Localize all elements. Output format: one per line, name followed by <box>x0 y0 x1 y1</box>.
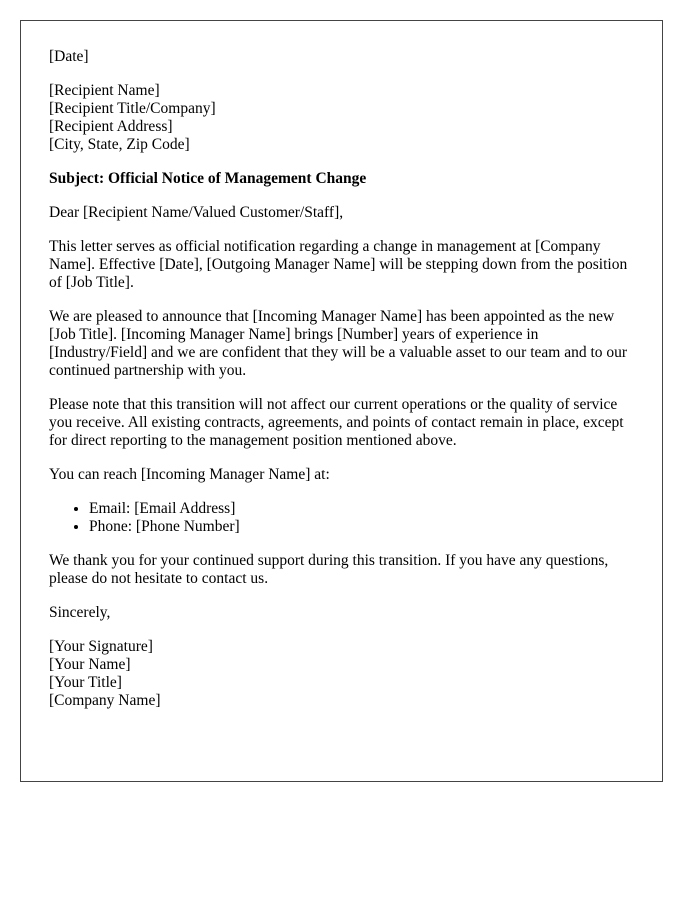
paragraph-contact-intro: You can reach [Incoming Manager Name] at: <box>49 466 330 483</box>
sender-company: [Company Name] <box>49 692 161 709</box>
recipient-name: [Recipient Name] <box>49 82 160 99</box>
sender-title: [Your Title] <box>49 674 122 691</box>
signature-block <box>49 638 634 710</box>
signature: [Your Signature] <box>49 638 153 655</box>
paragraph-notification: This letter serves as official notification regarding a change in management at [Company Name]. Effective [Date], [Outgoing Manager Name] will be stepping down from the position of [Job Title]. <box>49 238 628 291</box>
paragraph-transition: Please note that this transition will not affect our current operations or the quality of service you receive. All existing contracts, agreements, and points of contact remain in place, except for direct reporting to the management position mentioned above. <box>49 396 624 449</box>
closing: Sincerely, <box>49 604 111 621</box>
salutation: Dear [Recipient Name/Valued Customer/Staff], <box>49 204 344 221</box>
recipient-title-company: [Recipient Title/Company] <box>49 100 216 117</box>
letter-document <box>20 20 663 782</box>
letter-date: [Date] <box>49 48 89 65</box>
contact-list <box>49 500 634 536</box>
recipient-city-state-zip: [City, State, Zip Code] <box>49 136 190 153</box>
recipient-address: [Recipient Address] <box>49 118 173 135</box>
paragraph-closing: We thank you for your continued support during this transition. If you have any questions, please do not hesitate to contact us. <box>49 552 609 587</box>
contact-phone: • Phone: [Phone Number] <box>89 518 634 536</box>
contact-email: • Email: [Email Address] <box>89 500 634 518</box>
paragraph-announcement: We are pleased to announce that [Incoming Manager Name] has been appointed as the new [Job Title]. [Incoming Manager Name] brings [Number] years of experience in [Industry/Field] and we are confident that they will be a valuable asset to our team and to our continued partnership with you. <box>49 308 628 379</box>
recipient-block <box>49 82 634 154</box>
sender-name: [Your Name] <box>49 656 131 673</box>
subject-line: Subject: Official Notice of Management Change <box>49 170 367 187</box>
